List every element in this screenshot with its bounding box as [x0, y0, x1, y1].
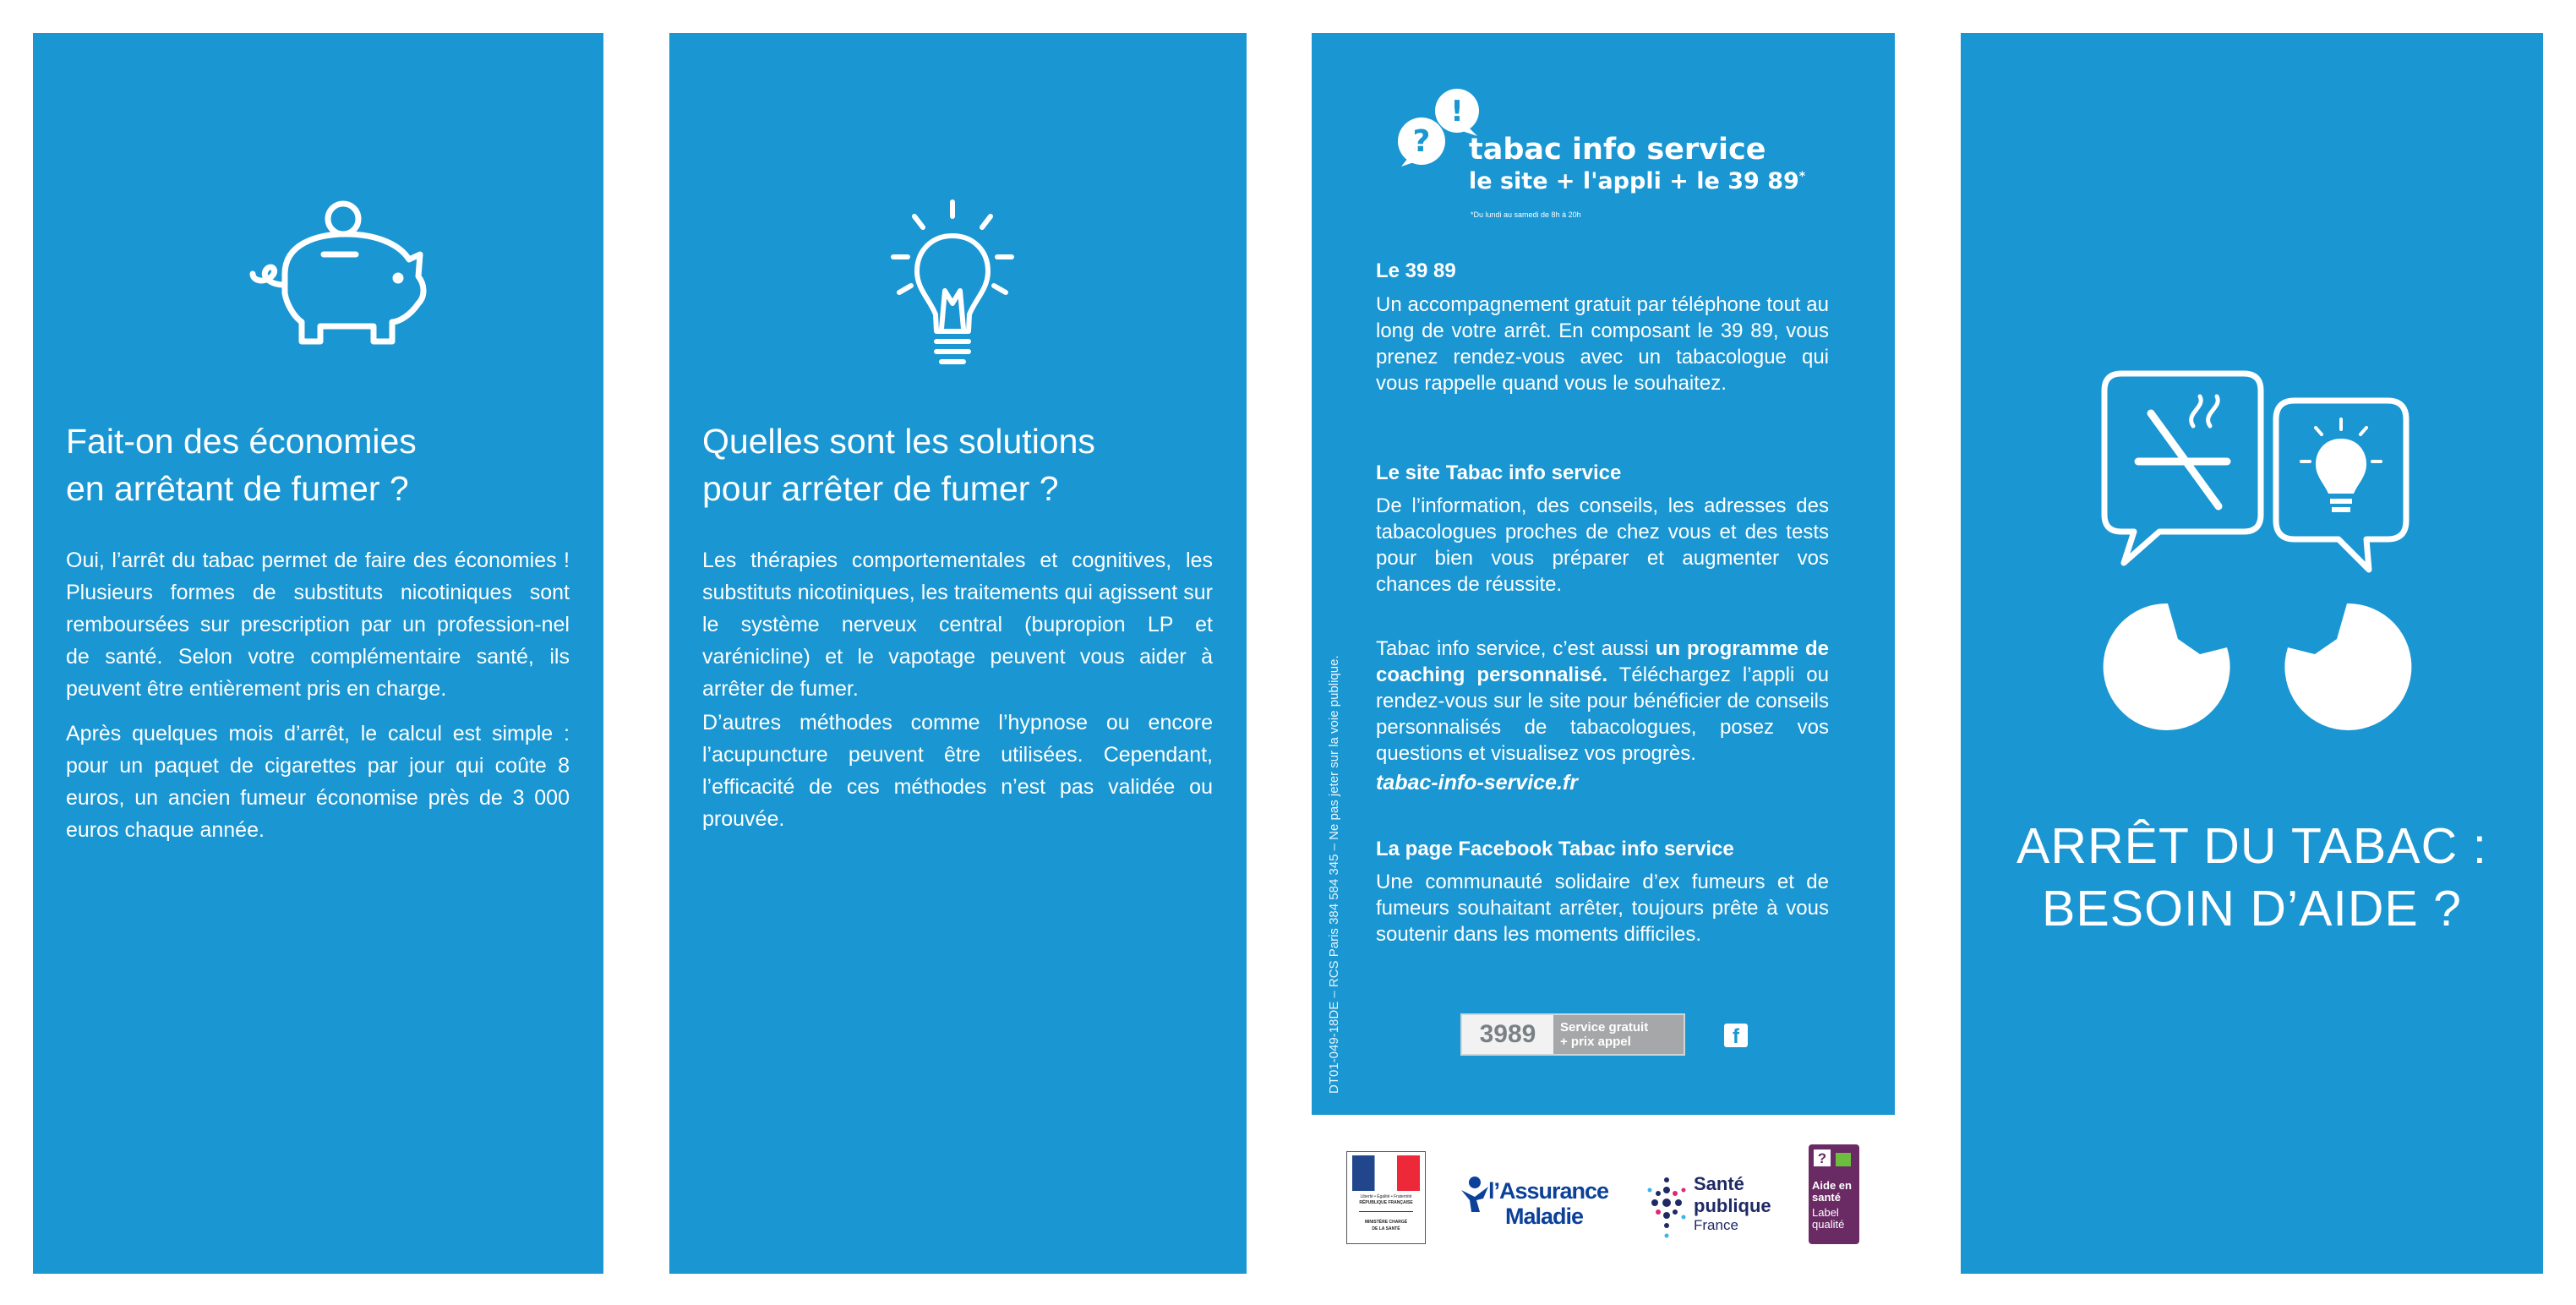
aide-en-sante-label-logo: ? Aide en santé Label qualité — [1809, 1144, 1859, 1244]
panel-solutions — [669, 33, 1247, 1274]
tabac-info-service-title: tabac info service — [1469, 133, 1766, 167]
facebook-icon[interactable]: f — [1724, 1024, 1748, 1047]
panel1-heading — [66, 418, 573, 512]
green-square-icon — [1836, 1153, 1851, 1166]
heading-line-1: Quelles sont les solutions — [702, 422, 1095, 461]
tabac-info-service-subtitle: le site + l'appli + le 39 89* — [1469, 168, 1806, 194]
opening-hours-note: *Du lundi au samedi de 8h à 20h — [1471, 210, 1581, 219]
panel-cover — [1961, 33, 2543, 1274]
republique-francaise-logo: Liberté • Égalité • Fraternité RÉPUBLIQUE FRANÇAISE MINISTÈRE CHARGÉ DE LA SANTÉ — [1346, 1151, 1426, 1244]
piggy-bank-icon — [219, 194, 439, 354]
speech-bubbles-icon — [2100, 367, 2413, 747]
legal-vertical-text: DT01-049-18DE – RCS Paris 384 584 345 – Ne pas jeter sur la voie publique. — [1327, 655, 1341, 1094]
paragraph-savings-calculation: Après quelques mois d’arrêt, le calcul est simple : pour un paquet de cigarettes par jour qui coûte 8 euros, un ancien fumeur économise près de 3 000 euros chaque année. — [66, 722, 570, 842]
svg-text:!: ! — [1450, 95, 1464, 128]
heading-line-1: Fait-on des économies — [66, 422, 417, 461]
assurance-maladie-figure-icon — [1458, 1175, 1492, 1214]
cover-title-line-1: ARRÊT DU TABAC : — [2017, 818, 2487, 874]
paragraph-other-methods: D’autres méthodes comme l’hypnose ou encore l’acupuncture peuvent être utilisées. Cependant, l’efficacité de ces méthodes n’est pas validée ou prouvée. — [702, 711, 1213, 831]
section-site-text: De l’information, des conseils, les adresses des tabacologues proches de chez vous et des tests pour bien vous préparer et augmenter vos chances de réussite. — [1376, 494, 1829, 596]
coaching-emphasis: un programme de coaching personnalisé. — [1376, 637, 1830, 686]
question-mark-icon: ? — [1814, 1149, 1831, 1166]
section-3989-title: Le 39 89 — [1376, 259, 1456, 282]
heading-line-2: en arrêtant de fumer ? — [66, 469, 409, 508]
paragraph-savings-substitutes: Oui, l’arrêt du tabac permet de faire des économies ! Plusieurs formes de substituts nicotiniques sont remboursées sur prescription par un profession-nel de santé. Selon votre complémentaire santé, ils peuvent être entièrement pris en charge. — [66, 549, 570, 701]
french-flag-icon — [1352, 1155, 1420, 1191]
section-facebook-text: Une communauté solidaire d’ex fumeurs et de fumeurs souhaitant arrêter, toujours prête à vous soutenir dans les moments difficiles. — [1376, 871, 1829, 946]
light-bulb-icon — [889, 198, 1016, 384]
section-coaching-text: Tabac info service, c’est aussi un programme de coaching personnalisé. Téléchargez l’appli ou rendez-vous sur le site pour bénéficier de conseils personnalisés de tabacologues, posez vos questions et visualisez vos progrès. — [1376, 637, 1830, 765]
panel-economies — [33, 33, 603, 1274]
cover-title-line-2: BESOIN D’AIDE ? — [2042, 881, 2462, 936]
badge-number: 3989 — [1462, 1015, 1553, 1054]
badge-text: Service gratuit + prix appel — [1553, 1015, 1684, 1054]
paragraph-therapies: Les thérapies comportementales et cognitives, les substituts nicotiniques, les traitements qui agissent sur le système nerveux central (bupropion LP et varénicline) et le vapotage peuvent vous aider à arrêter de fumer. — [702, 549, 1213, 701]
heading-line-2: pour arrêter de fumer ? — [702, 469, 1059, 508]
asterisk: * — [1798, 170, 1806, 183]
section-site-title: Le site Tabac info service — [1376, 461, 1622, 484]
molecule-icon — [1645, 1165, 1690, 1241]
svg-text:?: ? — [1412, 124, 1431, 159]
sante-publique-france-logo: Santé publique France — [1645, 1165, 1780, 1241]
website-link[interactable]: tabac-info-service.fr — [1376, 771, 1578, 794]
phone-service-badge[interactable] — [1460, 1013, 1685, 1056]
panel-tabac-info-service — [1312, 33, 1895, 1115]
section-facebook-title: La page Facebook Tabac info service — [1376, 838, 1734, 860]
assurance-maladie-logo: l’Assurance Maladie — [1458, 1173, 1610, 1232]
section-3989-text: Un accompagnement gratuit par téléphone tout au long de votre arrêt. En composant le 39 89, vous prenez rendez-vous avec un tabacologue qui vous rappelle quand vous le souhaitez. — [1376, 293, 1829, 395]
panel2-heading — [702, 418, 1226, 512]
